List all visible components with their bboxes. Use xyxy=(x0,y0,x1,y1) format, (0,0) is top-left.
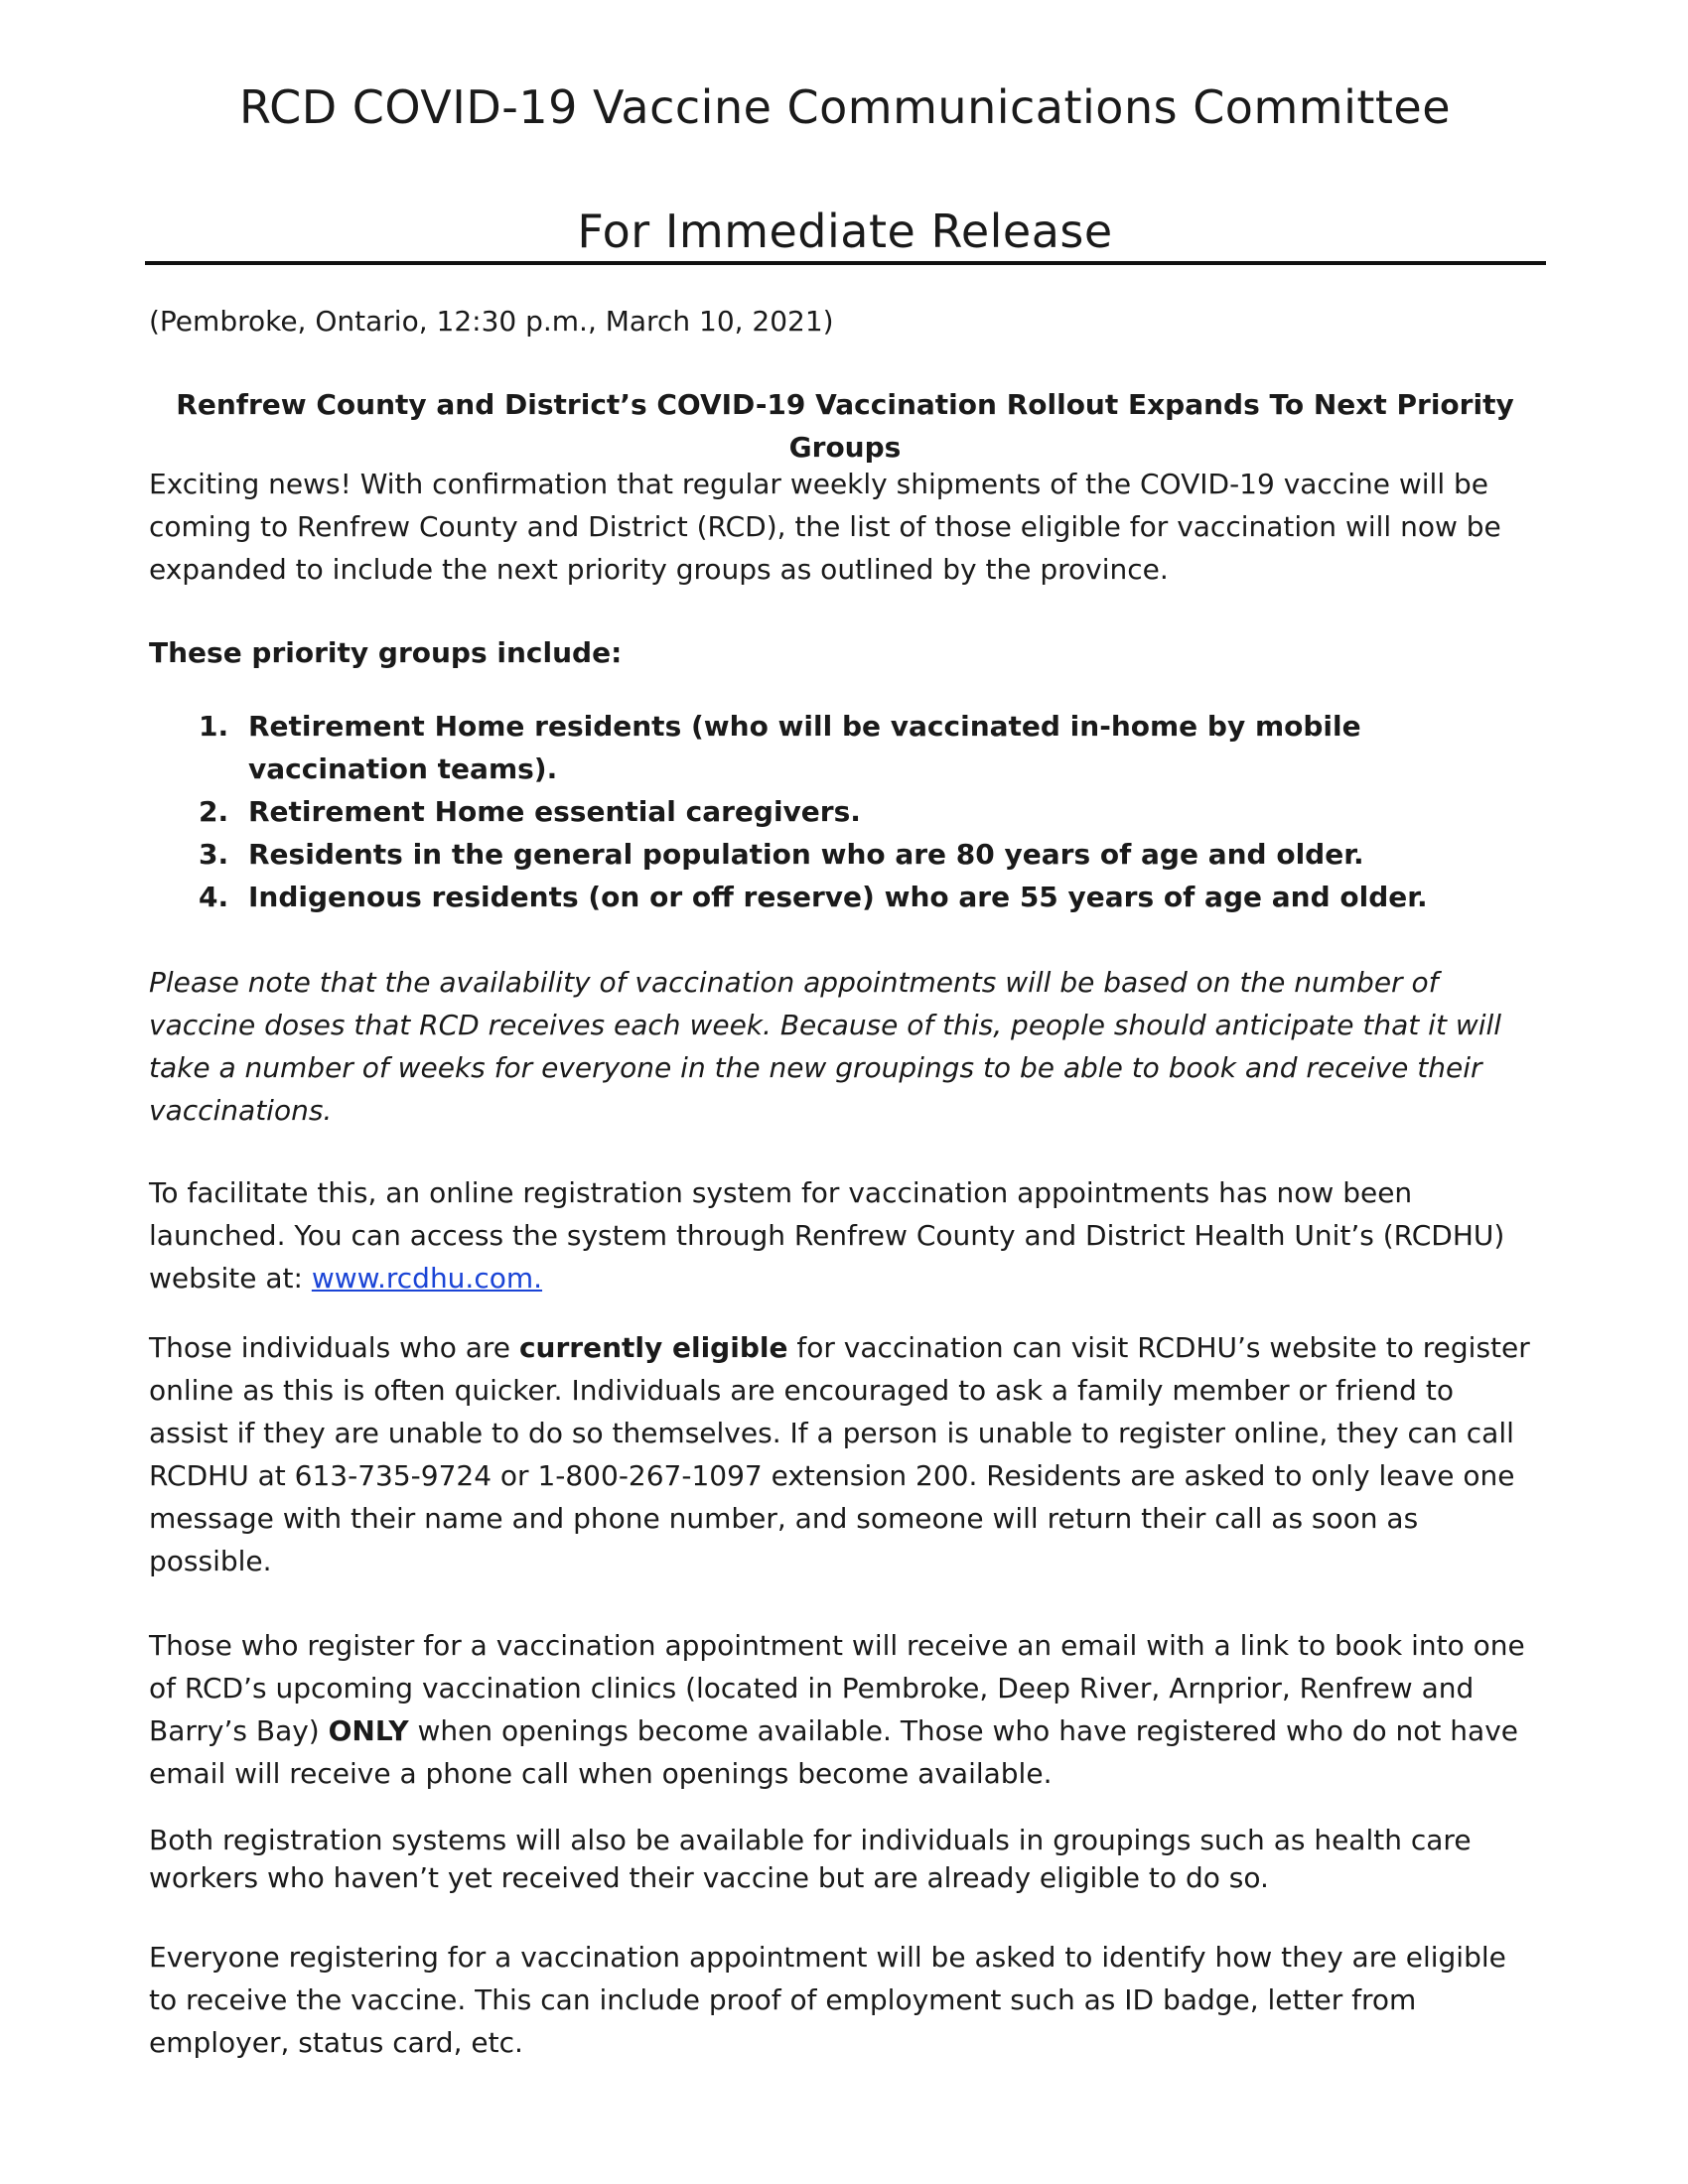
currently-eligible-emphasis: currently eligible xyxy=(518,1331,788,1364)
list-item xyxy=(149,705,1541,790)
intro-paragraph: Exciting news! With confirmation that regular weekly shipments of the COVID-19 vaccine will be coming to Renfrew County and District (RCD), the list of those eligible for vaccination will now be expanded to include the next priority groups as outlined by the province. xyxy=(149,468,1501,586)
dateline: (Pembroke, Ontario, 12:30 p.m., March 10, 2021) xyxy=(149,305,834,338)
eligibility-paragraph xyxy=(149,1326,1541,1582)
booking-text-end: when openings become available. Those who have registered who do not have email will receive a phone call when openings become available. xyxy=(149,1714,1518,1790)
list-item-text: Residents in the general population who are 80 years of age and older. xyxy=(248,838,1364,871)
eligibility-proof-paragraph: Everyone registering for a vaccination appointment will be asked to identify how they are eligible to receive the vaccine. This can include proof of employment such as ID badge, letter from employer, status card, etc. xyxy=(149,1941,1506,2059)
eligibility-text-end: for vaccination can visit RCDHU’s website to register online as this is often quicker. Individuals are encouraged to ask a family member or friend to assist if they are unable to do so themselves. If a person is unable to register online, they can call RCDHU at 613-735-9724 or 1-800-267-1097 extension 200. Residents are asked to only leave one message with their name and phone number, and someone will return their call as soon as possible. xyxy=(149,1331,1530,1577)
committee-title: RCD COVID-19 Vaccine Communications Committee xyxy=(238,80,1452,134)
rcdhu-website-link[interactable]: www.rcdhu.com. xyxy=(311,1262,543,1295)
list-item-number: 3. xyxy=(199,838,229,871)
registration-text: To facilitate this, an online registration system for vaccination appointments has now been launched. You can access the system through Renfrew County and District Health Unit’s (RCDHU) website at: xyxy=(149,1176,1505,1295)
list-item-number: 2. xyxy=(199,795,229,828)
list-item xyxy=(149,876,1541,918)
list-item-text: Indigenous residents (on or off reserve) who are 55 years of age and older. xyxy=(248,881,1428,913)
list-item-text: Retirement Home residents (who will be vaccinated in-home by mobile vaccination teams). xyxy=(248,710,1361,785)
release-heading: For Immediate Release xyxy=(577,205,1113,258)
eligibility-text-start: Those individuals who are xyxy=(149,1331,519,1364)
list-item xyxy=(149,833,1541,876)
list-item-number: 4. xyxy=(199,881,229,913)
list-item xyxy=(149,790,1541,833)
availability-note: Please note that the availability of vaccination appointments will be based on the number of vaccine doses that RCD receives each week. Because of this, people should anticipate that it will take a number of weeks for everyone in the new groupings to be able to book and receive their vaccinations. xyxy=(149,966,1502,1127)
booking-text-start: Those who register for a vaccination appointment will receive an email with a link to book into one of RCD’s upcoming vaccination clinics (located in Pembroke, Deep River, Arnprior, Renfrew and Barry’s Bay) xyxy=(149,1629,1525,1747)
registration-systems-paragraph: Both registration systems will also be available for individuals in groupings such as health care workers who haven’t yet received their vaccine but are already eligible to do so. xyxy=(149,1824,1472,1894)
priority-groups-heading: These priority groups include: xyxy=(149,636,623,669)
list-item-text: Retirement Home essential caregivers. xyxy=(248,795,861,828)
list-item-number: 1. xyxy=(199,710,229,743)
booking-paragraph xyxy=(149,1624,1541,1795)
header-divider xyxy=(145,261,1546,265)
headline: Renfrew County and District’s COVID-19 Vaccination Rollout Expands To Next Priority Groups xyxy=(176,388,1514,464)
only-emphasis: ONLY xyxy=(328,1714,409,1747)
priority-groups-list xyxy=(149,705,1541,918)
registration-paragraph xyxy=(149,1171,1541,1299)
